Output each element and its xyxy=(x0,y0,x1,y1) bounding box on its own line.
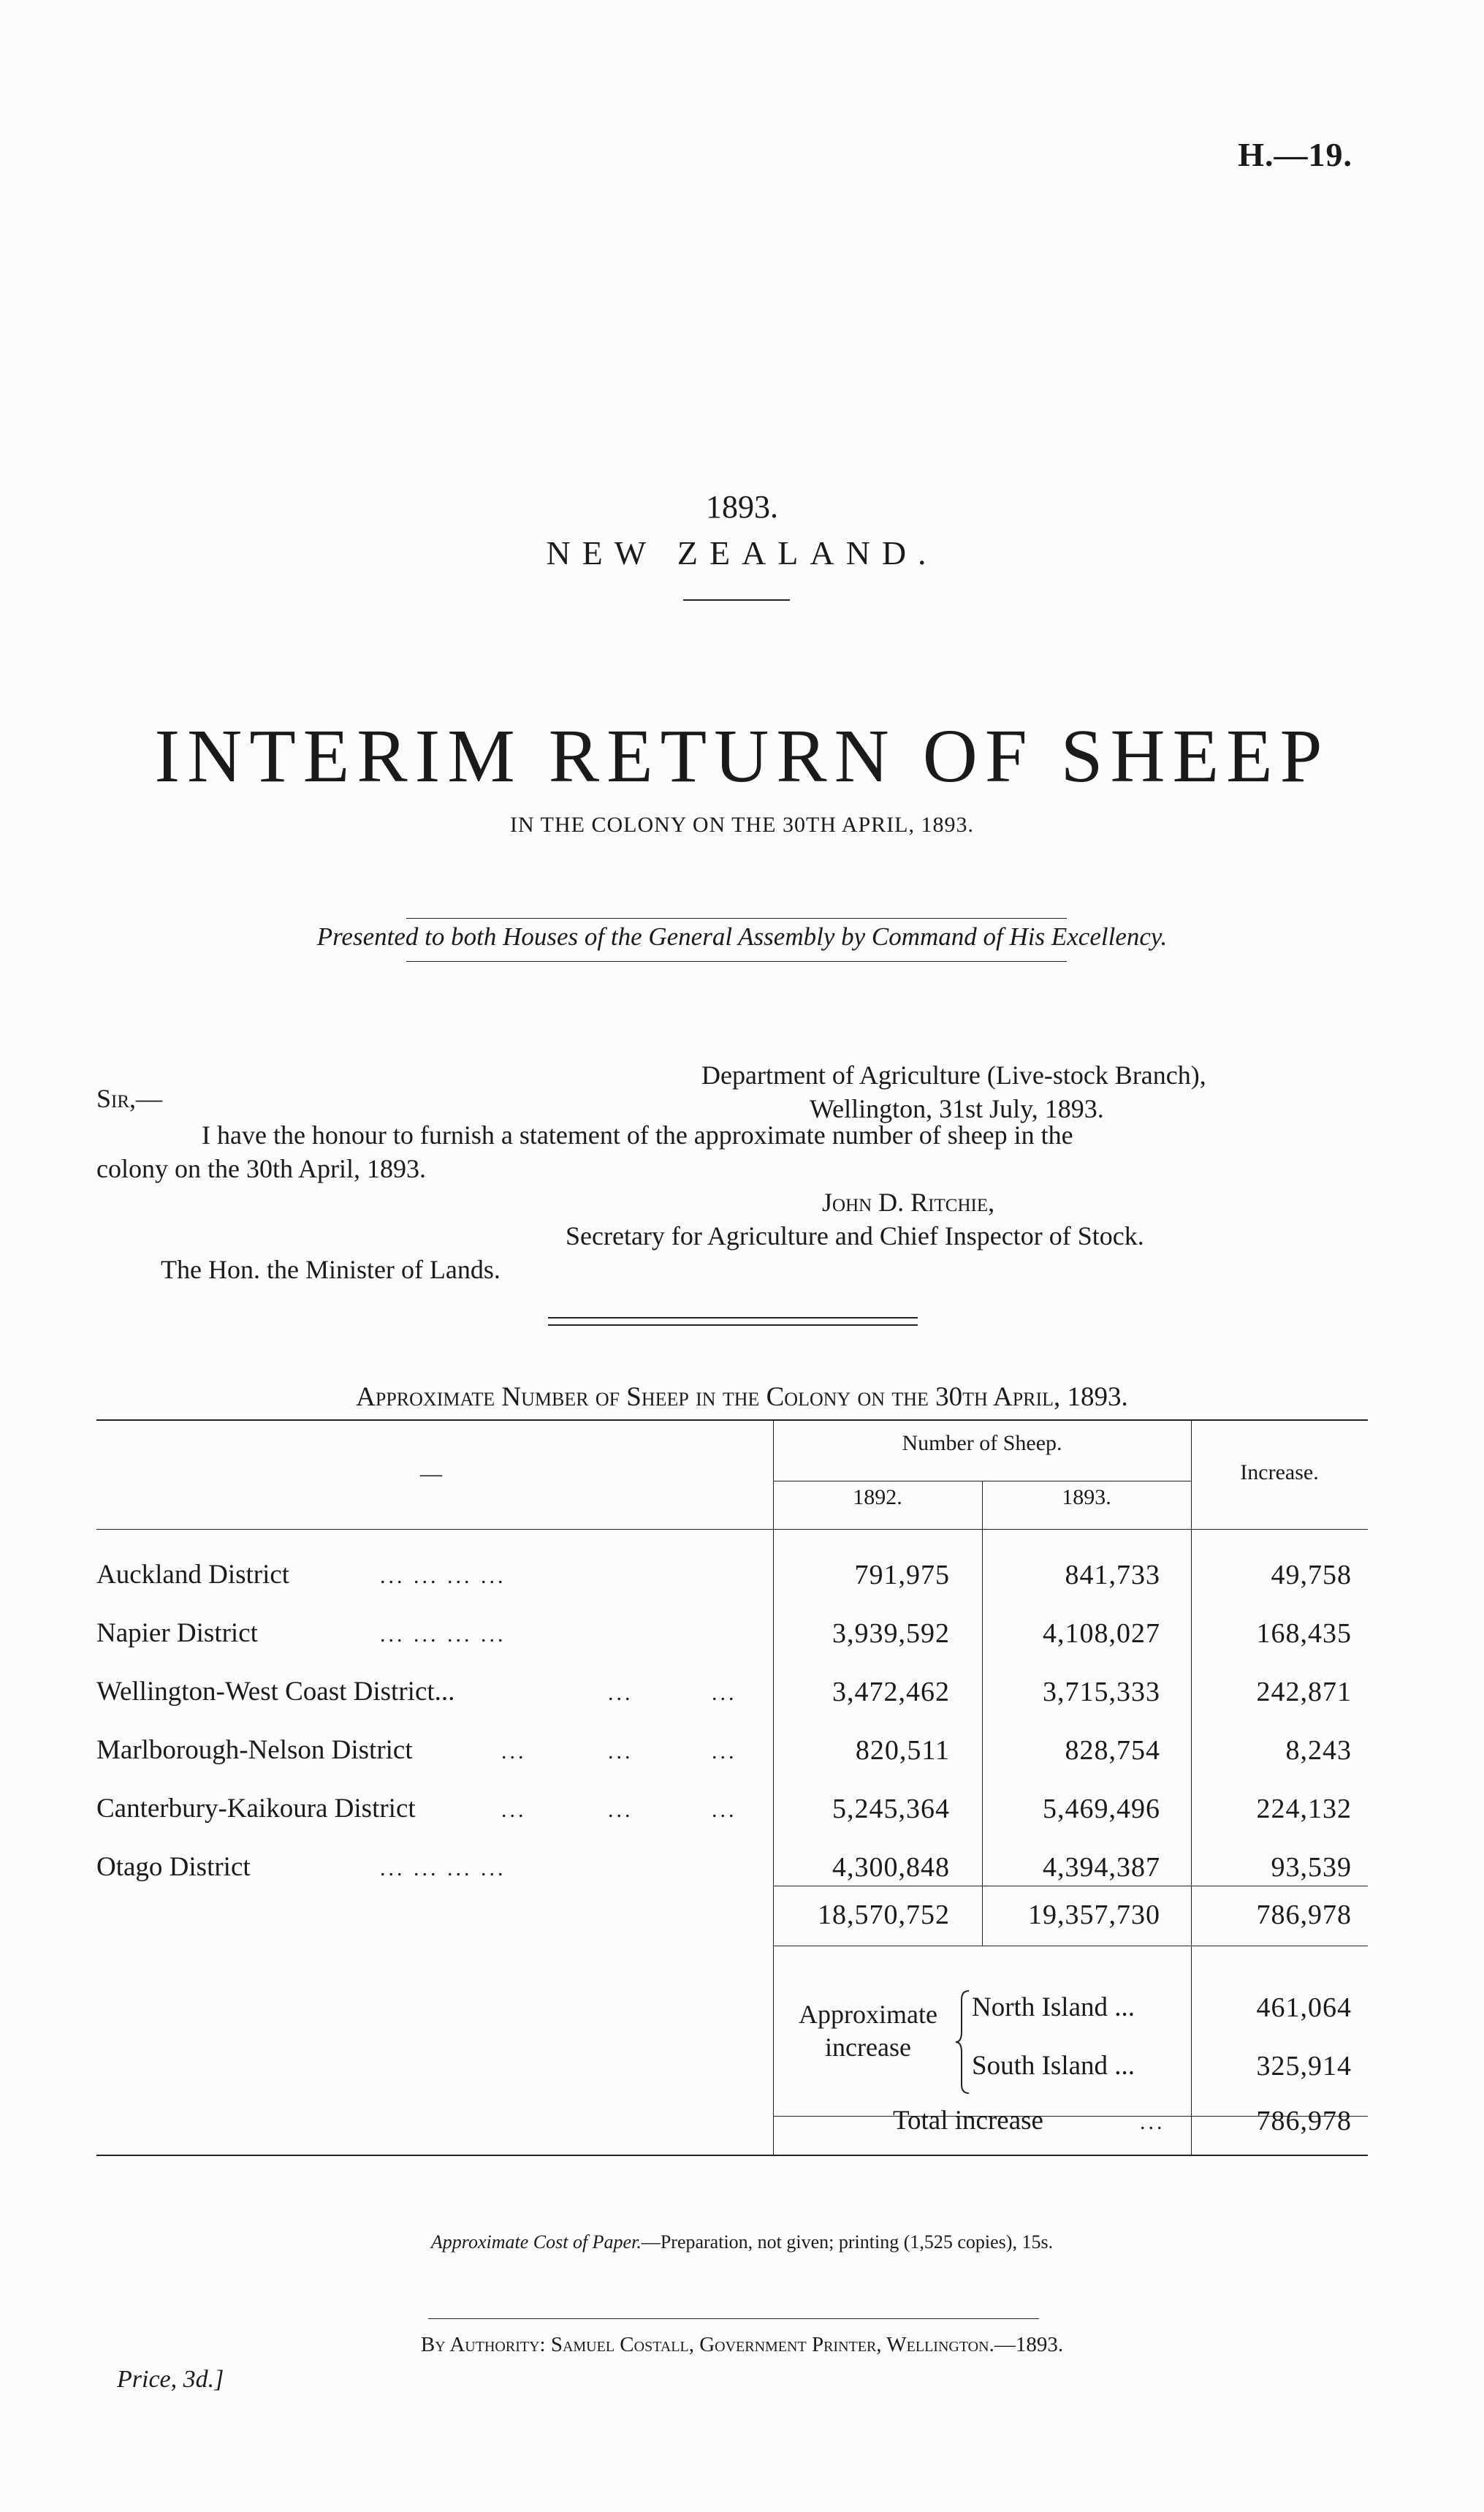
col-header-1893: 1893. xyxy=(1062,1485,1111,1509)
leader-dots: ... xyxy=(712,1681,737,1705)
country-heading: NEW ZEALAND. xyxy=(546,534,938,572)
letter-signer-title: Secretary for Agriculture and Chief Inspector of Stock. xyxy=(566,1221,1144,1251)
stub-header: — xyxy=(420,1462,442,1486)
total-1893: 19,357,730 xyxy=(1028,1900,1160,1930)
divider xyxy=(548,1324,918,1326)
letter-signer: John D. Ritchie, xyxy=(822,1188,995,1217)
value-1893: 4,108,027 xyxy=(1043,1618,1160,1649)
document-subtitle: IN THE COLONY ON THE 30TH APRIL, 1893. xyxy=(510,813,974,837)
total-1892: 18,570,752 xyxy=(818,1900,950,1930)
col-header-1892: 1892. xyxy=(853,1485,902,1509)
south-island-label: South Island ... xyxy=(972,2051,1135,2081)
value-1892: 820,511 xyxy=(855,1735,950,1766)
total-increase-value: 786,978 xyxy=(1256,1900,1352,1930)
value-1893: 841,733 xyxy=(1065,1560,1160,1590)
total-increase-amount: 786,978 xyxy=(1256,2106,1352,2136)
table-top-rule xyxy=(96,1419,1368,1421)
price: Price, 3d.] xyxy=(117,2366,224,2393)
leader-dots: ... xyxy=(712,1739,737,1764)
letter-body: I have the honour to furnish a statement of the approximate number of sheep in the xyxy=(202,1120,1073,1150)
approximate-label: Approximate xyxy=(799,2000,937,2029)
document-title: INTERIM RETURN OF SHEEP xyxy=(154,714,1330,798)
value-increase: 8,243 xyxy=(1285,1735,1352,1766)
divider xyxy=(406,918,1067,919)
value-increase: 49,758 xyxy=(1271,1560,1352,1590)
value-increase: 168,435 xyxy=(1256,1618,1352,1649)
col-header-increase: Increase. xyxy=(1240,1460,1319,1484)
divider xyxy=(548,1317,918,1318)
value-1892: 4,300,848 xyxy=(832,1852,950,1883)
value-1892: 3,472,462 xyxy=(832,1677,950,1707)
north-island-value: 461,064 xyxy=(1256,1992,1352,2023)
divider xyxy=(683,599,790,601)
letter-addressee: The Hon. the Minister of Lands. xyxy=(161,1255,501,1284)
presented-statement: Presented to both Houses of the General Assembly by Command of His Excellency. xyxy=(316,922,1168,951)
leader-dots: ... xyxy=(608,1681,633,1705)
divider xyxy=(428,2318,1039,2319)
district-name: Marlborough-Nelson District xyxy=(96,1735,413,1765)
number-of-sheep-header: Number of Sheep. xyxy=(902,1431,1062,1455)
leader-dots: ... xyxy=(501,1739,527,1764)
letter-department: Department of Agriculture (Live-stock Branch), xyxy=(701,1060,1206,1090)
col-rule xyxy=(1191,1419,1192,2155)
brace-icon xyxy=(954,1989,972,2095)
leader-dots: ... ... ... ... xyxy=(380,1623,506,1647)
district-name: Canterbury-Kaikoura District xyxy=(96,1794,416,1824)
district-name: Wellington-West Coast District... xyxy=(96,1677,455,1707)
header-bottom-rule xyxy=(96,1529,1368,1530)
letter-salutation: Sir,— xyxy=(96,1084,163,1113)
page-reference: H.—19. xyxy=(1238,136,1352,173)
value-increase: 93,539 xyxy=(1271,1852,1352,1883)
letter-place-date: Wellington, 31st July, 1893. xyxy=(810,1094,1104,1123)
district-name: Napier District xyxy=(96,1618,258,1648)
value-1892: 5,245,364 xyxy=(832,1794,950,1824)
total-increase-label: Total increase xyxy=(893,2106,1043,2136)
cost-note: Approximate Cost of Paper.—Preparation, not given; printing (1,525 copies), 15s. xyxy=(430,2231,1054,2253)
leader-dots: ... xyxy=(712,1798,737,1822)
leader-dots: ... xyxy=(501,1798,527,1822)
district-name: Auckland District xyxy=(96,1560,290,1590)
col-rule xyxy=(773,1419,774,2155)
value-1893: 5,469,496 xyxy=(1043,1794,1160,1824)
leader-dots: ... ... ... ... xyxy=(380,1564,506,1588)
table-caption: Approximate Number of Sheep in the Colony on the 30th April, 1893. xyxy=(356,1382,1128,1412)
north-island-label: North Island ... xyxy=(972,1992,1135,2022)
divider xyxy=(406,961,1067,962)
value-increase: 224,132 xyxy=(1256,1794,1352,1824)
leader-dots: ... xyxy=(608,1798,633,1822)
value-1893: 4,394,387 xyxy=(1043,1852,1160,1883)
increase-label: increase xyxy=(825,2033,911,2062)
south-island-value: 325,914 xyxy=(1256,2051,1352,2082)
value-1892: 3,939,592 xyxy=(832,1618,950,1649)
leader-dots: ... xyxy=(1140,2110,1165,2134)
document-year: 1893. xyxy=(706,489,778,525)
leader-dots: ... xyxy=(608,1739,633,1764)
value-1892: 791,975 xyxy=(854,1560,950,1590)
district-name: Otago District xyxy=(96,1852,251,1882)
table-bottom-rule xyxy=(96,2155,1368,2156)
value-1893: 828,754 xyxy=(1065,1735,1160,1766)
letter-body-continued: colony on the 30th April, 1893. xyxy=(96,1154,426,1183)
leader-dots: ... ... ... ... xyxy=(380,1856,506,1881)
value-1893: 3,715,333 xyxy=(1043,1677,1160,1707)
value-increase: 242,871 xyxy=(1256,1677,1352,1707)
printer-authority: By Authority: Samuel Costall, Government Printer, Wellington.—1893. xyxy=(420,2333,1064,2356)
